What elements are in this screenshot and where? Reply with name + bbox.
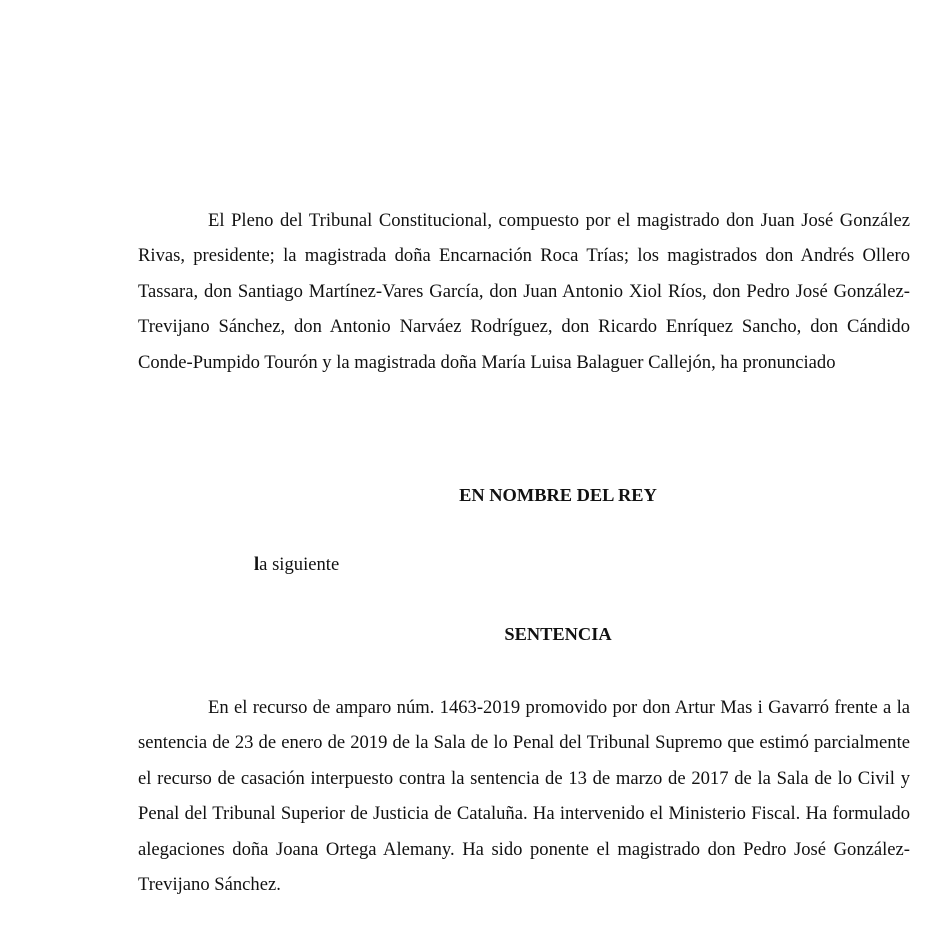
case-paragraph: En el recurso de amparo núm. 1463-2019 promovido por don Artur Mas i Gavarró frente a la sentencia de 23 de enero de 2019 de la Sala de lo Penal del Tribunal Supremo que estimó parcialmente el recurso de casación interpuesto contra la sentencia de 13 de marzo de 2017 de la Sala de lo Civil y Penal del Tribunal Superior de Justicia de Cataluña. Ha intervenido el Ministerio Fiscal. Ha formulado alegaciones doña Joana Ortega Alemany. Ha sido ponente el magistrado don Pedro José González-Trevijano Sánchez.: [138, 697, 910, 896]
intro-rest: a siguiente: [259, 554, 340, 575]
heading-sentencia: SENTENCIA: [504, 624, 612, 644]
heading-en-nombre-del-rey: EN NOMBRE DEL REY: [459, 485, 657, 505]
opening-paragraph: El Pleno del Tribunal Constitucional, compuesto por el magistrado don Juan José González Rivas, presidente; la magistrada doña Encarnación Roca Trías; los magistrados don Andrés Ollero Tassara, don Santiago Martínez-Vares García, don Juan Antonio Xiol Ríos, don Pedro José González-Trevijano Sánchez, don Antonio Narváez Rodríguez, don Ricardo Enríquez Sancho, don Cándido Conde-Pumpido Tourón y la magistrada doña María Luisa Balaguer Callejón, ha pronunciado: [138, 210, 910, 373]
intro-line: [254, 553, 339, 577]
intro-prefix: l: [254, 554, 260, 575]
